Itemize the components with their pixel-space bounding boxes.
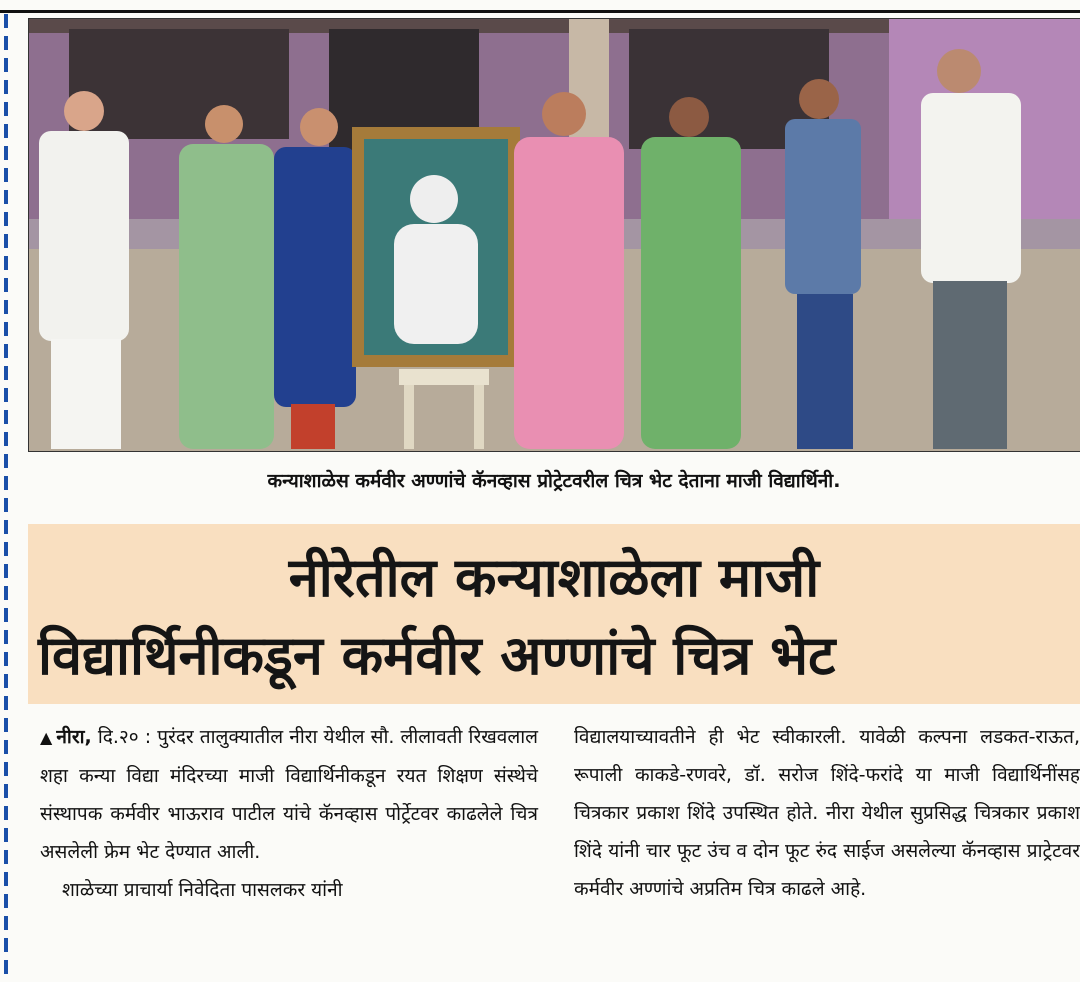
dateline: नीरा, (56, 726, 92, 748)
headline-line-1: नीरेतील कन्याशाळेला माजी (288, 546, 820, 609)
news-photo (28, 18, 1080, 452)
article-column-left (40, 718, 538, 909)
article-paragraph-2: शाळेच्या प्राचार्या निवेदिता पासलकर यांनी (62, 879, 343, 901)
dateline-marker-icon: ▲ (40, 728, 53, 747)
article-paragraph-1 (40, 718, 538, 871)
column-rule (4, 14, 8, 982)
article-paragraph-1-text: दि.२० : पुरंदर तालुक्यातील नीरा येथील सौ. लीलावती रिखवलाल शहा कन्या विद्या मंदिरच्या माजी विद्यार्थिनीकडून रयत शिक्षण संस्थेचे संस्थापक कर्मवीर भाऊराव पाटील यांचे कॅनव्हास पोर्ट्रेटवर काढलेले चित्र असलेली फ्रेम भेट देण्यात आली. (40, 726, 539, 863)
photo-caption: कन्याशाळेस कर्मवीर अण्णांचे कॅनव्हास प्रोट्रेटवरील चित्र भेट देताना माजी विद्यार्थिनी. (267, 470, 841, 492)
article-paragraph-3: विद्यालयाच्यावतीने ही भेट स्वीकारली. यावेळी कल्पना लडकत-राऊत, रूपाली काकडे-रणवरे, डॉ. सरोज शिंदे-फरांदे या माजी विद्यार्थिनींसह चित्रकार प्रकाश शिंदे उपस्थित होते. नीरा येथील सुप्रसिद्ध चित्रकार प्रकाश शिंदे यांनी चार फूट उंच व दोन फूट रुंद साईज असलेल्या कॅनव्हास प्राट्रेटवर कर्मवीर अण्णांचे अप्रतिम चित्र काढले आहे. (574, 726, 1080, 900)
top-cutoff-strip (0, 0, 1080, 10)
headline-box (28, 524, 1080, 704)
top-rule (0, 10, 1080, 13)
article-column-right (574, 718, 1080, 908)
headline-line-2: विद्यार्थिनीकडून कर्मवीर अण्णांचे चित्र भेट (38, 624, 836, 687)
